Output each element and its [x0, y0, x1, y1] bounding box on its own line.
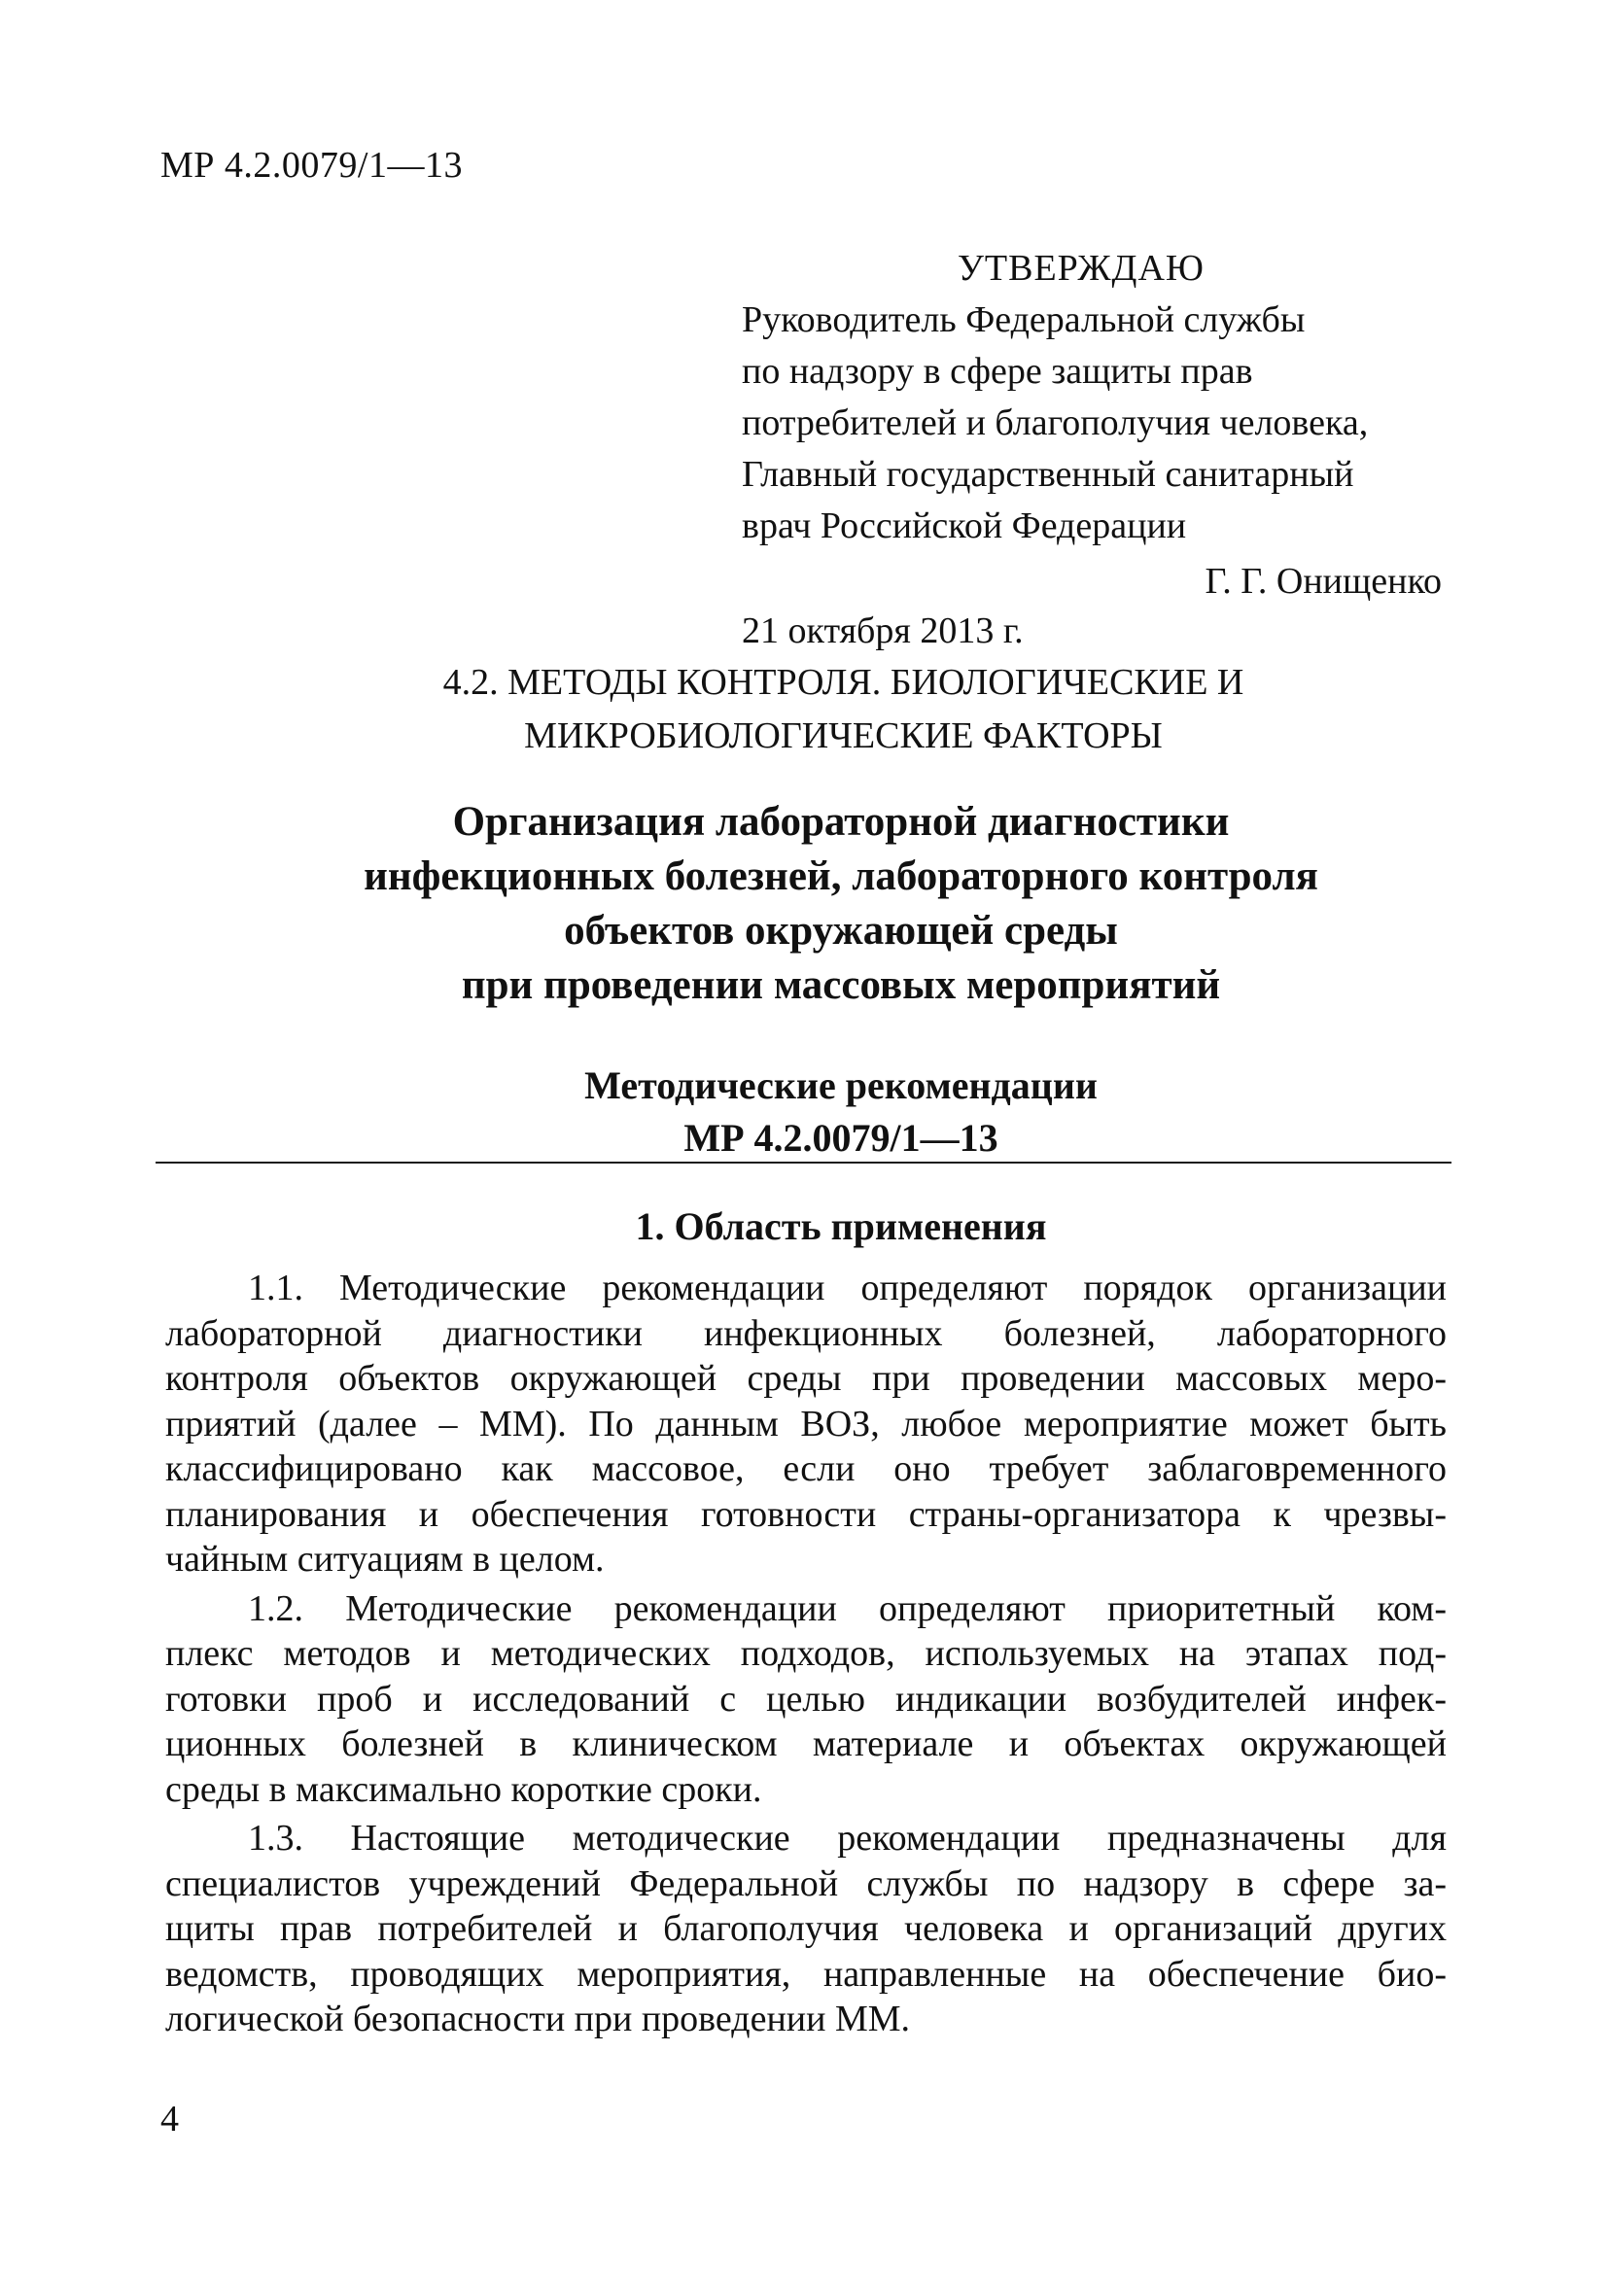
text-line: планирования и обеспечения готовности страны-организатора к чрезвы- [165, 1493, 1447, 1535]
category-line: 4.2. МЕТОДЫ КОНТРОЛЯ. БИОЛОГИЧЕСКИЕ И [442, 662, 1244, 703]
approval-line: по надзору в сфере защиты прав [742, 351, 1253, 392]
section-heading: 1. Область применения [635, 1204, 1047, 1248]
document-title [160, 795, 1449, 1013]
approval-block [742, 243, 1442, 657]
text-line: готовки проб и исследований с целью индикации возбудителей инфек- [165, 1678, 1447, 1720]
text-line: 1.2. Методические рекомендации определяют приоритетный ком- [248, 1587, 1447, 1629]
category-line: МИКРОБИОЛОГИЧЕСКИЕ ФАКТОРЫ [524, 715, 1163, 756]
approval-line: Руководитель Федеральной службы [742, 299, 1306, 340]
approval-line: потребителей и благополучия человека, [742, 402, 1369, 443]
text-line: среды в максимально короткие сроки. [165, 1768, 762, 1810]
title-line: объектов окружающей среды [564, 908, 1118, 954]
text-line: щиты прав потребителей и благополучия человека и организаций других [165, 1908, 1447, 1949]
approval-line: Главный государственный санитарный [742, 454, 1354, 495]
text-line: ведомств, проводящих мероприятия, направленные на обеспечение био- [165, 1953, 1447, 1995]
page-number: 4 [160, 2099, 179, 2139]
title-line: Организация лабораторной диагностики [452, 799, 1230, 845]
category-heading [160, 656, 1449, 763]
approval-date: 21 октября 2013 г. [742, 610, 1024, 651]
text-line: специалистов учреждений Федеральной службы по надзору в сфере за- [165, 1862, 1447, 1904]
text-line: чайным ситуациям в целом. [165, 1539, 605, 1580]
paragraph [165, 1816, 1447, 2042]
horizontal-rule [156, 1162, 1451, 1164]
text-line: 1.1. Методические рекомендации определяют порядок организации [248, 1268, 1447, 1308]
approver-name: Г. Г. Онищенко [1205, 561, 1442, 602]
document-type [160, 1060, 1449, 1165]
document-code-header: МР 4.2.0079/1—13 [160, 145, 463, 186]
text-line: контроля объектов окружающей среды при проведении массовых меро- [165, 1358, 1447, 1399]
paragraph [165, 1586, 1447, 1813]
text-line: классифицировано как массовое, если оно требует заблаговременного [165, 1448, 1447, 1489]
title-line: при проведении массовых мероприятий [461, 962, 1221, 1008]
approval-line: врач Российской Федерации [742, 505, 1187, 546]
document-type-line: Методические рекомендации [584, 1063, 1098, 1107]
paragraph [165, 1266, 1447, 1583]
document-code-line: МР 4.2.0079/1—13 [683, 1116, 998, 1160]
text-line: логической безопасности при проведении ММ. [165, 1999, 911, 2039]
text-line: 1.3. Настоящие методические рекомендации предназначены для [248, 1818, 1447, 1859]
text-line: лабораторной диагностики инфекционных болезней, лабораторного [165, 1312, 1447, 1354]
approval-heading: УТВЕРЖДАЮ [958, 248, 1205, 289]
text-line: плекс методов и методических подходов, используемых на этапах под- [165, 1633, 1447, 1674]
text-line: приятий (далее – ММ). По данным ВОЗ, любое мероприятие может быть [165, 1403, 1447, 1444]
title-line: инфекционных болезней, лабораторного контроля [364, 853, 1318, 899]
section-body [165, 1266, 1447, 2046]
text-line: ционных болезней в клиническом материале и объектах окружающей [165, 1723, 1447, 1764]
